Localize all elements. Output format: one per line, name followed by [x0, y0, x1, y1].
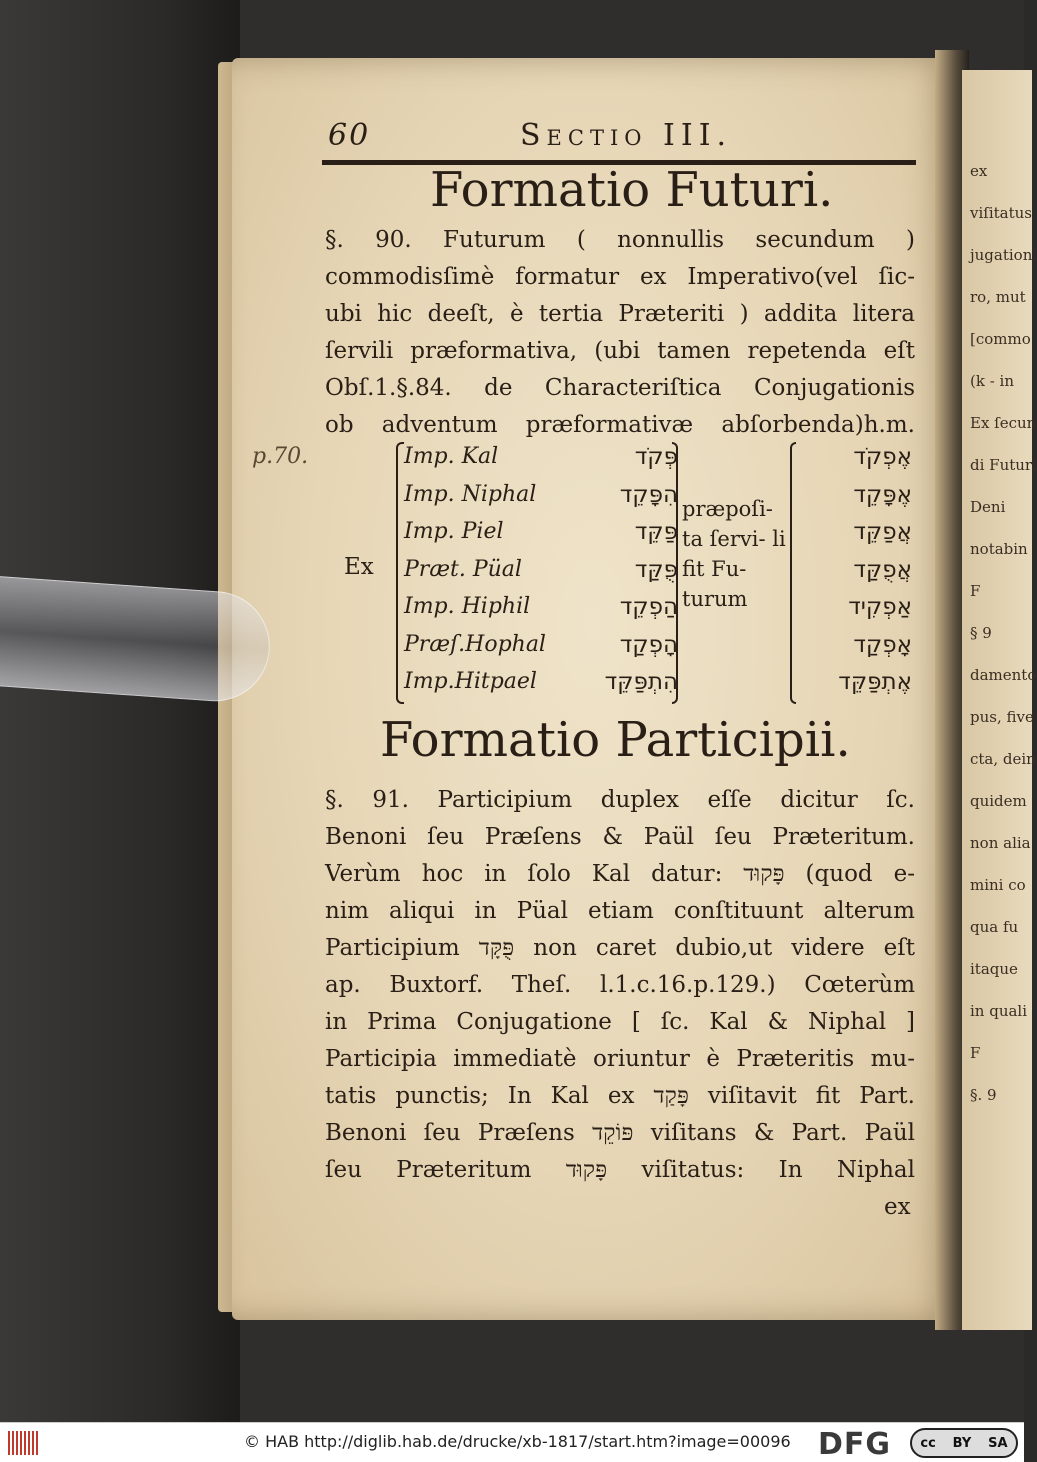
heading-formatio-futuri: Formatio Futuri. [430, 162, 834, 218]
next-page-fragment: di Futuri [970, 456, 1037, 474]
hebrew-form: פְּקֹד [634, 444, 678, 470]
next-page-fragment: [commo [970, 330, 1031, 348]
hebrew-form: הָפְקַד [619, 631, 678, 658]
next-page-fragment: F [970, 582, 981, 600]
paragraph-91 [325, 782, 915, 1189]
section-title: Sectio III. [520, 118, 733, 153]
text-line: ſeu Præteritum פָּקוּד viſitatus: In Niphal [325, 1157, 915, 1183]
next-page-fragment: F [970, 1044, 981, 1062]
table-row [400, 476, 920, 514]
text-line: Participium פֻּקָּד non caret dubio,ut videre eſt [325, 935, 916, 961]
text-line: ubi hic deeſt, è tertia Præteriti ) addita litera [325, 301, 915, 327]
next-page-fragment: cta, dein [970, 750, 1036, 768]
text-line: ob adventum præformativæ abſorbenda)h.m. [325, 412, 915, 438]
text-line: Obſ.1.§.84. de Characteriſtica Conjugationis [325, 375, 915, 401]
dfg-logo: DFG [818, 1427, 892, 1462]
conjugation-table [330, 438, 920, 708]
next-page-fragment: Deni [970, 498, 1006, 516]
conjugation-label: Imp.Hitpael [404, 669, 537, 694]
paragraph-90 [325, 222, 915, 444]
table-middle-text: præpoſi- ta ſervi- li fit Fu- turum [682, 497, 786, 611]
next-page-fragment: non alia [970, 834, 1031, 852]
table-row [400, 588, 920, 626]
next-page-fragment: Ex ſecun [970, 414, 1037, 432]
next-page-fragment: ex [970, 162, 988, 180]
future-form: אֶפְקֹד [853, 444, 912, 470]
next-page-fragment: mini co [970, 876, 1026, 894]
hebrew-form: פֻּקַּד [634, 556, 678, 583]
next-page-fragment: notabin [970, 540, 1028, 558]
conjugation-label: Præſ.Hophal [404, 631, 546, 657]
future-form: אֶתְפַּקֵּד [838, 669, 912, 695]
next-page-fragment: itaque [970, 960, 1018, 978]
next-page-fragment: viſitatus [970, 204, 1032, 222]
text-line: nim aliqui in Püal etiam conſtituunt alterum [325, 898, 915, 924]
hebrew-form: הַפְקֵד [619, 594, 678, 620]
text-line: Benoni ſeu Præſens & Paül ſeu Præteritum. [325, 824, 915, 850]
next-page-fragment: § 9 [970, 624, 992, 642]
text-line: ap. Buxtorf. Theſ. l.1.c.16.p.129.) Cœterùm [325, 972, 915, 998]
future-form: אָפְקַד [853, 631, 912, 658]
text-line: Participia immediatè oriuntur è Præteritis mu- [325, 1046, 915, 1072]
book-cover-left [0, 0, 240, 1422]
table-row [400, 663, 920, 701]
footer-citation: © HAB http://diglib.hab.de/drucke/xb-1817/start.htm?image=00096 [244, 1432, 791, 1451]
text-line: §. 90. Futurum ( nonnullis secundum ) [325, 227, 915, 253]
next-page-fragment: pus, five [970, 708, 1034, 726]
next-page-fragment: jugationi [970, 246, 1037, 264]
next-page-fragment: (k - in [970, 372, 1015, 390]
page-number: 60 [328, 118, 371, 153]
cc-license-badge[interactable] [910, 1428, 1018, 1458]
hebrew-form: הִתְפַּקֵּד [604, 669, 678, 695]
margin-note: p.70. [252, 444, 309, 469]
cc-icon: cc [920, 1435, 936, 1451]
sa-icon: SA [988, 1435, 1008, 1451]
conjugation-label: Præt. Püal [404, 556, 522, 582]
next-page-fragment: ro, mut [970, 288, 1026, 306]
by-icon: BY [952, 1435, 972, 1451]
next-page-fragment: in quali [970, 1002, 1028, 1020]
next-page-fragment: quidem [970, 792, 1027, 810]
hebrew-form: פַּקֵּד [634, 519, 678, 545]
table-row [400, 626, 920, 664]
heading-formatio-participii: Formatio Participii. [380, 712, 851, 768]
conjugation-label: Imp. Hiphil [404, 594, 531, 619]
conjugation-label: Imp. Kal [404, 444, 499, 469]
next-page-fragment: §. 9 [970, 1086, 997, 1104]
hab-logo-icon [8, 1431, 40, 1455]
table-row [400, 551, 920, 589]
text-line: tatis punctis; In Kal ex פָּקַד viſitavit fit Part. [325, 1083, 915, 1109]
text-line: Verùm hoc in ſolo Kal datur: פָּקוּד (quod e- [325, 861, 915, 887]
text-line: commodisſimè formatur ex Imperativo(vel ſic- [325, 264, 915, 290]
text-line: Benoni ſeu Præſens פּוֹקֵד viſitans & Part. Paül [325, 1120, 915, 1146]
text-line: §. 91. Participium duplex eſſe dicitur ſc. [325, 787, 915, 813]
next-page-fragment: qua fu [970, 918, 1019, 936]
next-page-fragment: damento [970, 666, 1037, 684]
catchword: ex [884, 1194, 911, 1220]
conjugation-label: Imp. Piel [404, 519, 504, 544]
future-form: אֶפָּקֵד [853, 481, 912, 508]
table-row [400, 513, 920, 551]
conjugation-label: Imp. Niphal [404, 481, 537, 507]
next-page-text [970, 150, 1037, 1116]
future-form: אֲפֻקַּד [853, 556, 912, 583]
future-form: אַפְקִיד [848, 594, 912, 620]
table-ex-label: Ex [344, 554, 374, 580]
viewer-footer [0, 1422, 1024, 1462]
hebrew-form: הִפָּקֵד [619, 481, 678, 508]
table-row [400, 438, 920, 476]
glass-page-holder [0, 575, 273, 705]
text-line: in Prima Conjugatione [ ſc. Kal & Niphal ] [325, 1009, 915, 1035]
text-line: ſervili præformativa, (ubi tamen repetenda eſt [325, 338, 915, 364]
future-form: אֲפַקֵּד [853, 519, 912, 545]
